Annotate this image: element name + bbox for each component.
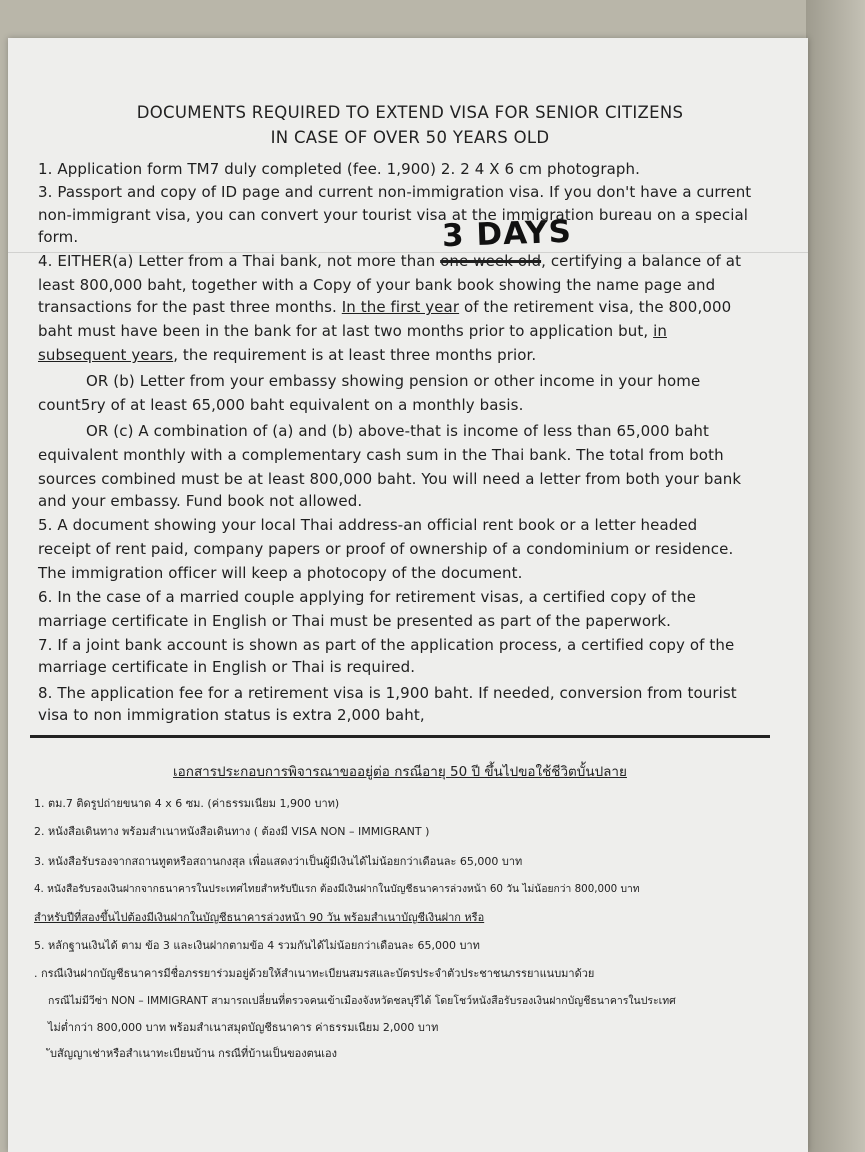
item-6-line: 6. In the case of a married couple applying for retirement visas, a certified copy of the: [38, 588, 696, 606]
item-4-line-4-tail: in: [653, 322, 667, 340]
item-4-line-3-text: transactions for the past three months.: [38, 298, 337, 316]
thai-line-6: 5. หลักฐานเงินได้ ตาม ข้อ 3 และเงินฝากตามข้อ 4 รวมกันได้ไม่น้อยกว่าเดือนละ 65,000 บาท: [34, 939, 480, 952]
section-divider: [30, 735, 770, 738]
option-b-line: OR (b) Letter from your embassy showing pension or other income in your home: [86, 372, 701, 390]
item-4-tail: , certifying a balance of at: [541, 252, 742, 270]
thai-line-2: 2. หนังสือเดินทาง พร้อมสำเนาหนังสือเดินทาง ( ต้องมี VISA NON – IMMIGRANT ): [34, 825, 430, 838]
thai-line-9: ไม่ต่ำกว่า 800,000 บาท พร้อมสำเนาสมุดบัญชีธนาคาร ค่าธรรมเนียม 2,000 บาท: [48, 1021, 439, 1034]
item-3-line: 3. Passport and copy of ID page and current non-immigration visa. If you don't have a current: [38, 183, 752, 201]
option-c-line-4: and your embassy. Fund book not allowed.: [38, 492, 363, 510]
first-year-text: In the first year: [341, 298, 460, 316]
thai-section-title: เอกสารประกอบการพิจารณาขออยู่ต่อ กรณีอายุ 50 ปี ขึ้นไปขอใช้ชีวิตบั้นปลาย: [173, 764, 627, 780]
thai-line-5: สำหรับปีที่สองขึ้นไปต้องมีเงินฝากในบัญชีธนาคารล่วงหน้า 90 วัน พร้อมสำเนาบัญชีเงินฝาก หรือ: [34, 911, 485, 924]
item-4-line-5: [38, 346, 536, 364]
struck-text: one week old: [440, 252, 542, 270]
item-5-line-3: The immigration officer will keep a photocopy of the document.: [38, 564, 523, 582]
item-4-line-5-tail: , the requirement is at least three months prior.: [173, 346, 537, 364]
item-7-line: 7. If a joint bank account is shown as part of the application process, a certified copy of the: [38, 636, 735, 654]
item-5-line-2: receipt of rent paid, company papers or proof of ownership of a condominium or residence.: [38, 540, 734, 558]
document-title-line2: IN CASE OF OVER 50 YEARS OLD: [270, 128, 550, 147]
item-6-line-2: marriage certificate in English or Thai must be presented as part of the paperwork.: [38, 612, 672, 630]
thai-line-10: ับสัญญาเช่าหรือสำเนาทะเบียนบ้าน กรณีที่บ้านเป็นของตนเอง: [50, 1047, 338, 1060]
item-7-line-2: marriage certificate in English or Thai is required.: [38, 658, 416, 676]
item-3-line-3: form.: [38, 228, 79, 246]
item-5-line: 5. A document showing your local Thai address-an official rent book or a letter headed: [38, 516, 698, 534]
thai-line-1: 1. ตม.7 ติดรูปถ่ายขนาด 4 x 6 ซม. (ค่าธรรมเนียม 1,900 บาท): [34, 797, 340, 810]
item-4-line-4-text: baht must have been in the bank for at last two months prior to application but,: [38, 322, 649, 340]
item-8-line: 8. The application fee for a retirement visa is 1,900 baht. If needed, conversion from tourist: [38, 684, 737, 702]
subsequent-years-text: subsequent years: [38, 346, 174, 364]
background-edge: [806, 0, 865, 1152]
item-4-line: [38, 252, 741, 270]
item-4-line-2: least 800,000 baht, together with a Copy of your bank book showing the name page and: [38, 276, 716, 294]
thai-line-4: 4. หนังสือรับรองเงินฝากจากธนาคารในประเทศไทยสำหรับปีแรก ต้องมีเงินฝากในบัญชีธนาคารล่วงหน้า 60 วัน ไม่น้อยกว่า 800,000 บาท: [34, 883, 640, 895]
item-4-line-3-tail: of the retirement visa, the 800,000: [459, 298, 732, 316]
item-4-line-4: [38, 322, 667, 340]
thai-line-7: . กรณีเงินฝากบัญชีธนาคารมีชื่อภรรยาร่วมอยู่ด้วยให้สำเนาทะเบียนสมรสและบัตรประจำตัวประชาชนภรรยาแนบมาด้วย: [34, 967, 595, 980]
item-4-text: 4. EITHER(a) Letter from a Thai bank, not more than: [38, 252, 436, 270]
document-title-line1: DOCUMENTS REQUIRED TO EXTEND VISA FOR SENIOR CITIZENS: [136, 103, 684, 122]
item-8-line-2: visa to non immigration status is extra 2,000 baht,: [38, 706, 425, 724]
item-4-line-3: [38, 298, 731, 316]
option-c-line-2: equivalent monthly with a complementary cash sum in the Thai bank. The total from both: [38, 446, 724, 464]
thai-line-3: 3. หนังสือรับรองจากสถานทูตหรือสถานกงสุล เพื่อแสดงว่าเป็นผู้มีเงินได้ไม่น้อยกว่าเดือนละ 65,000 บาท: [34, 855, 523, 868]
handwritten-note: 3 DAYS: [441, 213, 573, 255]
item-1-line: 1. Application form TM7 duly completed (fee. 1,900) 2. 2 4 X 6 cm photograph.: [38, 160, 641, 178]
option-b-line-2: count5ry of at least 65,000 baht equivalent on a monthly basis.: [38, 396, 524, 414]
option-c-line-3: sources combined must be at least 800,000 baht. You will need a letter from both your bank: [38, 470, 742, 488]
thai-line-8: กรณีไม่มีวีซ่า NON – IMMIGRANT สามารถเปลี่ยนที่ตรวจคนเข้าเมืองจังหวัดชลบุรีได้ โดยโชว์หนังสือรับรองเงินฝากบัญชีธนาคารในประเทศ: [48, 995, 676, 1007]
item-3-line-2: non-immigrant visa, you can convert your tourist visa at the immigration bureau on a special: [38, 206, 749, 224]
option-c-line: OR (c) A combination of (a) and (b) above-that is income of less than 65,000 baht: [86, 422, 709, 440]
